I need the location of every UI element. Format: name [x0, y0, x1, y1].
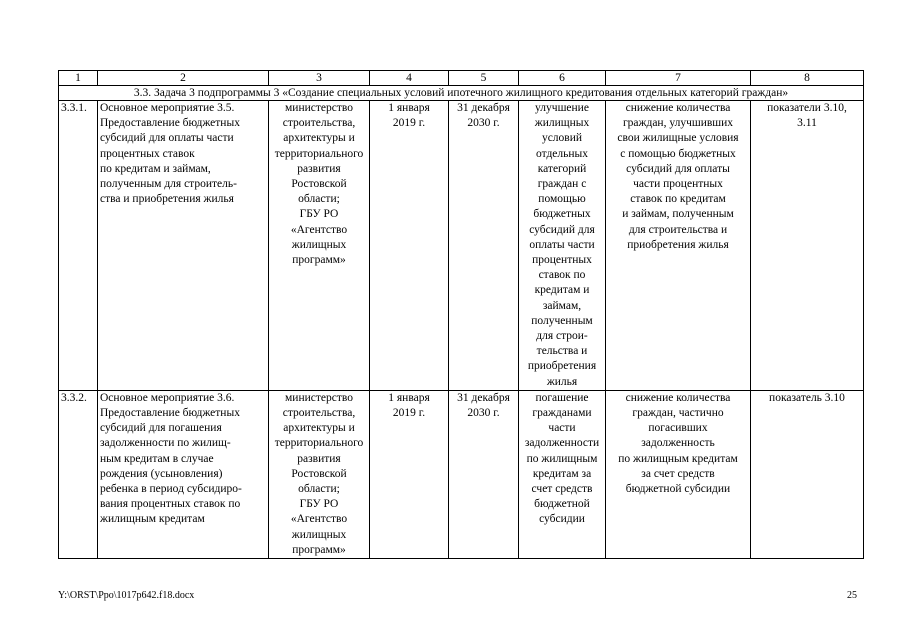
cell-text-line: строительства,	[282, 407, 356, 420]
cell-text-line: вания процентных ставок по	[100, 498, 241, 511]
result-cell	[519, 390, 606, 558]
cell-text-line: ставок по	[538, 269, 586, 282]
task-title: 3.3. Задача 3 подпрограммы 3 «Создание специальных условий ипотечного жилищного кредитования отдельных категорий граждан»	[59, 86, 864, 101]
cell-text-line: полученным для строитель-	[100, 178, 237, 191]
cell-text-line: Предоставление бюджетных	[100, 407, 240, 420]
consequence-cell	[606, 390, 751, 558]
measure-cell	[98, 390, 269, 558]
cell-text-line: 1 января	[388, 391, 430, 404]
cell-text-line: приобретения жилья	[627, 238, 729, 251]
cell-text-line: субсидии	[539, 513, 585, 526]
cell-text-line: задолженность	[641, 437, 715, 450]
end-date-cell	[449, 101, 519, 391]
cell-text-line: программ»	[292, 254, 346, 267]
cell-text-line: Ростовской	[291, 467, 347, 480]
cell-text-line: граждан с	[537, 178, 587, 191]
consequence-cell	[606, 101, 751, 391]
column-number: 4	[370, 71, 449, 86]
cell-text-line: процентных	[532, 254, 592, 267]
cell-text-line: 2030 г.	[467, 407, 500, 420]
cell-text-line: области;	[298, 193, 340, 206]
cell-text-line: субсидий для погашения	[100, 422, 222, 435]
cell-text-line: бюджетной субсидии	[625, 483, 731, 496]
column-number-row	[59, 71, 864, 86]
cell-text-line: жилищным кредитам	[100, 513, 205, 526]
column-number: 6	[519, 71, 606, 86]
cell-text-line: жилищных	[291, 528, 347, 541]
cell-text-line: задолженности по жилищ-	[100, 437, 231, 450]
column-number: 7	[606, 71, 751, 86]
cell-text-line: граждан, улучшивших	[622, 117, 734, 130]
cell-text-line: «Агентство	[290, 223, 348, 236]
cell-text-line: задолженности	[524, 437, 600, 450]
cell-text-line: рождения (усыновления)	[100, 467, 223, 480]
cell-text-line: улучшение	[535, 102, 589, 114]
cell-text-line: 2019 г.	[392, 117, 426, 130]
column-number: 1	[59, 71, 98, 86]
cell-text-line: снижение количества	[625, 391, 731, 404]
start-date-cell	[370, 101, 449, 391]
cell-text-line: показатель 3.10	[769, 391, 845, 404]
cell-text-line: области;	[298, 483, 340, 496]
cell-text-line: бюджетных	[533, 208, 591, 221]
indicator-cell	[751, 101, 864, 391]
cell-text-line: ГБУ РО	[299, 208, 339, 221]
result-cell	[519, 101, 606, 391]
cell-text-line: строительства,	[282, 117, 356, 130]
cell-text-line: за счет средств	[641, 467, 715, 480]
cell-text-line: ства и приобретения жилья	[100, 193, 234, 206]
cell-text-line: части процентных	[633, 178, 723, 191]
cell-text-line: приобретения	[527, 360, 597, 373]
column-number: 8	[751, 71, 864, 86]
cell-text-line: снижение количества	[625, 102, 731, 114]
cell-text-line: погашение	[535, 391, 589, 404]
cell-text-line: архитектуры и	[283, 132, 355, 145]
cell-text-line: процентных ставок	[100, 147, 195, 160]
table-row	[59, 101, 864, 391]
indicator-cell	[751, 390, 864, 558]
cell-text-line: по жилищным	[526, 452, 598, 465]
cell-text-line: 3.11	[797, 117, 817, 130]
cell-text-line: 31 декабря	[457, 102, 510, 114]
cell-text-line: тельства и	[536, 345, 588, 358]
cell-text-line: условий	[541, 132, 583, 145]
cell-text-line: и займам, полученным	[622, 208, 734, 221]
cell-text-line: министерство	[285, 102, 353, 114]
cell-text-line: субсидий для оплаты	[626, 162, 730, 175]
column-number: 2	[98, 71, 269, 86]
cell-text-line: гражданами	[532, 407, 592, 420]
cell-text-line: ставок по кредитам	[630, 193, 726, 206]
cell-text-line: ребенка в период субсидиро-	[100, 483, 242, 496]
cell-text-line: архитектуры и	[283, 422, 355, 435]
cell-text-line: Предоставление бюджетных	[100, 117, 240, 130]
cell-text-line: оплаты части	[529, 238, 595, 251]
cell-text-line: по кредитам и займам,	[100, 162, 211, 175]
table-row	[59, 390, 864, 558]
cell-text-line: показатели 3.10,	[767, 102, 847, 114]
cell-text-line: субсидий для	[529, 223, 595, 236]
cell-text-line: кредитам за	[532, 467, 592, 480]
cell-text-line: субсидий для оплаты части	[100, 132, 234, 145]
cell-text-line: погасивших	[648, 422, 708, 435]
cell-text-line: ным кредитам в случае	[100, 452, 214, 465]
cell-text-line: свои жилищные условия	[617, 132, 739, 145]
cell-text-line: министерство	[285, 391, 353, 404]
column-number: 5	[449, 71, 519, 86]
cell-text-line: жилищных	[291, 238, 347, 251]
start-date-cell	[370, 390, 449, 558]
cell-text-line: Основное мероприятие 3.5.	[100, 102, 235, 114]
cell-text-line: 2019 г.	[392, 407, 426, 420]
cell-text-line: жилищных	[534, 117, 590, 130]
column-number: 3	[269, 71, 370, 86]
cell-text-line: помощью	[538, 193, 586, 206]
cell-text-line: полученным	[531, 314, 593, 327]
file-path: Y:\ORST\Ppo\1017p642.f18.docx	[58, 590, 195, 601]
page-number: 25	[847, 590, 857, 601]
cell-text-line: части	[548, 422, 576, 435]
executor-cell	[269, 390, 370, 558]
measure-cell	[98, 101, 269, 391]
cell-text-line: бюджетной	[534, 498, 590, 511]
cell-text-line: займам,	[542, 299, 582, 312]
cell-text-line: развития	[297, 452, 341, 465]
cell-text-line: 2030 г.	[467, 117, 500, 130]
program-table	[58, 70, 864, 559]
cell-text-line: для строительства и	[628, 223, 728, 236]
cell-text-line: кредитам и	[534, 284, 590, 297]
cell-text-line: «Агентство	[290, 513, 348, 526]
cell-text-line: с помощью бюджетных	[620, 147, 736, 160]
cell-text-line: для строи-	[536, 330, 588, 343]
cell-text-line: Ростовской	[291, 178, 347, 191]
row-number: 3.3.2.	[59, 390, 98, 558]
cell-text-line: 1 января	[388, 102, 430, 114]
end-date-cell	[449, 390, 519, 558]
row-number: 3.3.1.	[59, 101, 98, 391]
cell-text-line: отдельных	[535, 147, 589, 160]
task-heading-row	[59, 86, 864, 101]
cell-text-line: категорий	[537, 162, 587, 175]
cell-text-line: Основное мероприятие 3.6.	[100, 391, 235, 404]
cell-text-line: граждан, частично	[632, 407, 724, 420]
cell-text-line: ГБУ РО	[299, 498, 339, 511]
cell-text-line: развития	[297, 162, 341, 175]
cell-text-line: территориального	[274, 147, 364, 160]
cell-text-line: по жилищным кредитам	[618, 452, 738, 465]
cell-text-line: жилья	[546, 375, 578, 388]
cell-text-line: счет средств	[531, 483, 593, 496]
cell-text-line: территориального	[274, 437, 364, 450]
cell-text-line: 31 декабря	[457, 391, 510, 404]
cell-text-line: программ»	[292, 543, 346, 556]
executor-cell	[269, 101, 370, 391]
